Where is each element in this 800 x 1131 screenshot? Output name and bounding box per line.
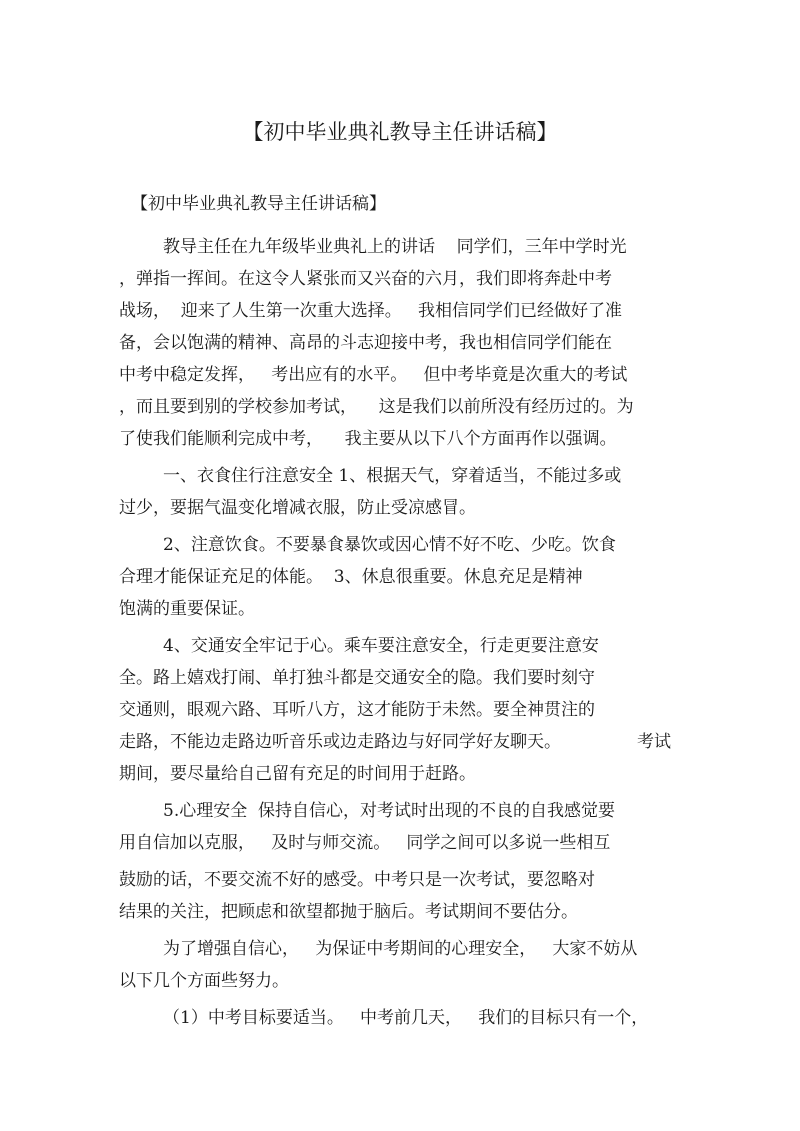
paragraph-line: 5.心理安全 保持自信心，对考试时出现的不良的自我感觉要 <box>163 801 616 821</box>
paragraph-line: 2、注意饮食。不要暴食暴饮或因心情不好不吃、少吃。饮食 <box>163 535 616 555</box>
paragraph-line: 饱满的重要保证。 <box>119 599 255 619</box>
paragraph-line: ，弹指一挥间。在这令人紧张而又兴奋的六月，我们即将奔赴中考 <box>119 269 612 289</box>
paragraph-line: 考试 <box>637 732 671 752</box>
paragraph-line: 了使我们能顺利完成中考， 我主要从以下八个方面再作以强调。 <box>119 429 617 449</box>
paragraph-line: 教导主任在九年级毕业典礼上的讲话 同学们，三年中学时光 <box>163 237 627 257</box>
paragraph-line: 4、交通安全牢记于心。乘车要注意安全，行走更要注意安 <box>163 636 599 656</box>
paragraph-line: 合理才能保证充足的体能。 3、休息很重要。休息充足是精神 <box>119 567 583 587</box>
paragraph-line: （1）中考目标要适当。 中考前几天， 我们的目标只有一个， <box>163 1008 649 1028</box>
paragraph-line: 期间，要尽量给自己留有充足的时间用于赶路。 <box>119 764 476 784</box>
paragraph-line: ，而且要到别的学校参加考试， 这是我们以前所没有经历过的。为 <box>119 397 634 417</box>
paragraph-line: 走路，不能边走路边听音乐或边走路边与好同学好友聊天。 <box>119 732 561 752</box>
paragraph-line: 为了增强自信心， 为保证中考期间的心理安全， 大家不妨从 <box>163 939 638 959</box>
paragraph-line: 鼓励的话，不要交流不好的感受。中考只是一次考试，要忽略对 <box>119 870 595 890</box>
paragraph-line: 备，会以饱满的精神、高昂的斗志迎接中考，我也相信同学们能在 <box>119 333 612 353</box>
paragraph-line: 过少，要据气温变化增减衣服，防止受凉感冒。 <box>119 498 476 518</box>
paragraph-line: 结果的关注，把顾虑和欲望都抛于脑后。考试期间不要估分。 <box>119 902 578 922</box>
subtitle: 【初中毕业典礼教导主任讲话稿】 <box>131 194 386 214</box>
paragraph-line: 全。路上嬉戏打闹、单打独斗都是交通安全的隐。我们要时刻守 <box>119 668 595 688</box>
paragraph-line: 以下几个方面些努力。 <box>119 971 289 991</box>
document-title: 【初中毕业典礼教导主任讲话稿】 <box>242 120 558 144</box>
paragraph-line: 中考中稳定发挥， 考出应有的水平。 但中考毕竟是次重大的考试 <box>119 365 628 385</box>
paragraph-line: 交通则，眼观六路、耳听八方，这才能防于未然。要全神贯注的 <box>119 700 595 720</box>
paragraph-line: 一、衣食住行注意安全 1、根据天气，穿着适当，不能过多或 <box>163 466 622 486</box>
paragraph-line: 战场， 迎来了人生第一次重大选择。 我相信同学们已经做好了准 <box>119 301 623 321</box>
paragraph-line: 用自信加以克服， 及时与师交流。 同学之间可以多说一些相互 <box>119 833 611 853</box>
